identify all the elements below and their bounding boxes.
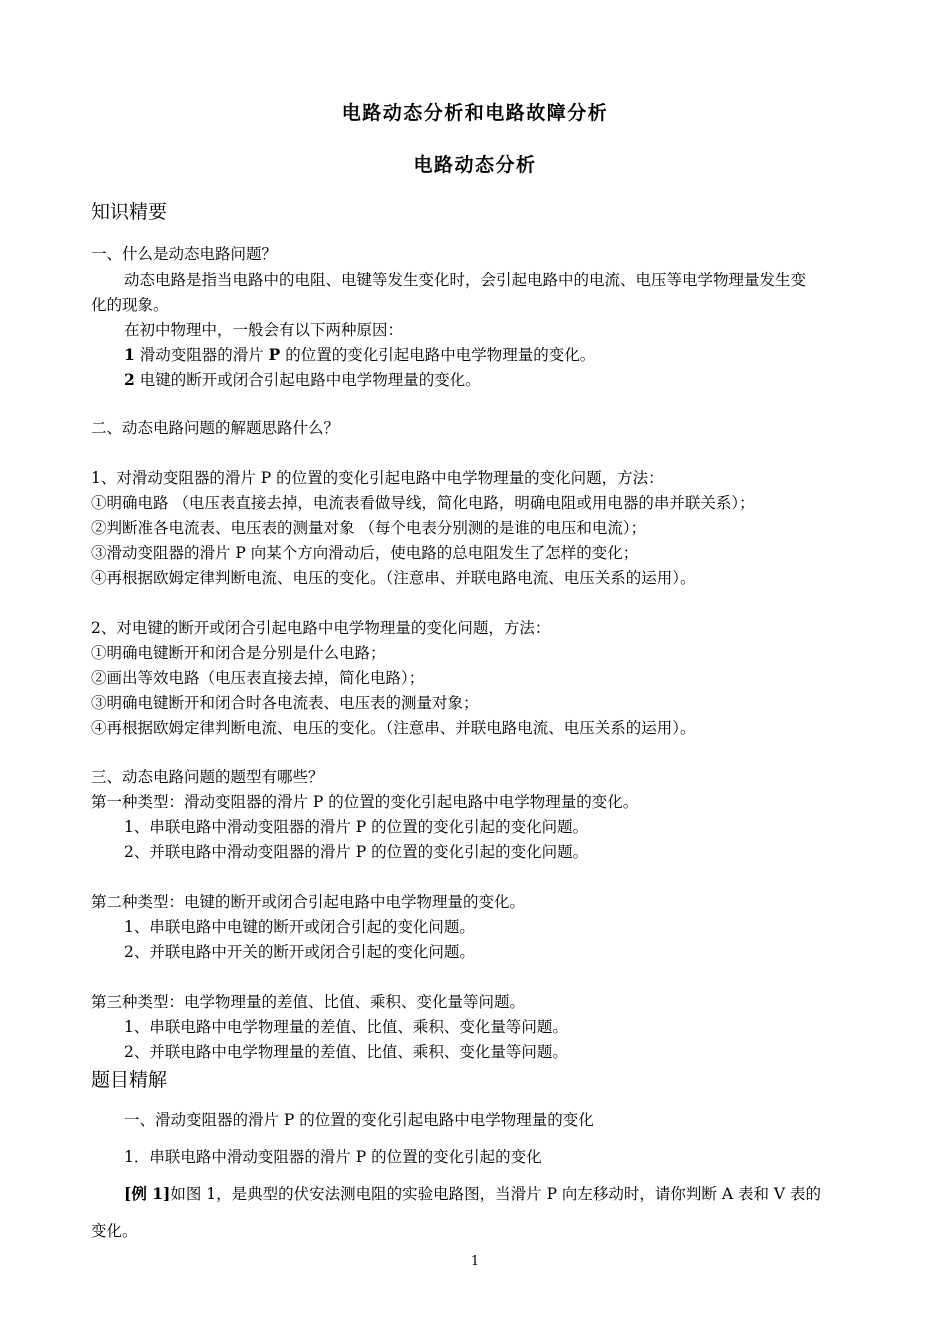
q1-item-1-text-b: 的位置的变化引起电路中电学物理量的变化。 bbox=[280, 346, 596, 364]
solution-heading: 一、滑动变阻器的滑片 P 的位置的变化引起电路中电学物理量的变化 bbox=[124, 1111, 594, 1129]
document-subtitle: 电路动态分析 bbox=[413, 154, 537, 176]
type2-item2: 2、并联电路中开关的断开或闭合引起的变化问题。 bbox=[124, 943, 475, 961]
section-heading-knowledge: 知识精要 bbox=[91, 201, 168, 223]
method2-heading: 2、对电键的断开或闭合引起电路中电学物理量的变化问题，方法： bbox=[91, 619, 551, 637]
method1-step4: ④再根据欧姆定律判断电流、电压的变化。（注意串、并联电路电流、电压关系的运用）。 bbox=[91, 569, 696, 587]
q1-item-2-text: 电键的断开或闭合引起电路中电学物理量的变化。 bbox=[134, 371, 481, 389]
q3-heading: 三、动态电路问题的题型有哪些？ bbox=[91, 768, 324, 786]
page-number: 1 bbox=[470, 1254, 480, 1269]
type1-item1: 1、串联电路中滑动变阻器的滑片 P 的位置的变化引起的变化问题。 bbox=[124, 818, 589, 836]
example1-line1 bbox=[124, 1184, 821, 1204]
q1-item-2-number: 2 bbox=[124, 370, 135, 389]
type3-item1: 1、串联电路中电学物理量的差值、比值、乘积、变化量等问题。 bbox=[124, 1018, 568, 1036]
q1-item-1-p: P bbox=[268, 345, 281, 364]
example1-line2: 变化。 bbox=[91, 1222, 138, 1240]
type3-heading: 第三种类型：电学物理量的差值、比值、乘积、变化量等问题。 bbox=[91, 993, 526, 1011]
q1-item-1-text-a: 滑动变阻器的滑片 bbox=[134, 346, 269, 364]
q2-heading: 二、动态电路问题的解题思路什么？ bbox=[91, 419, 340, 437]
example1-label: [例 1] bbox=[124, 1184, 171, 1203]
method1-heading: 1、对滑动变阻器的滑片 P 的位置的变化引起电路中电学物理量的变化问题，方法： bbox=[91, 469, 664, 487]
q1-paragraph2: 在初中物理中，一般会有以下两种原因： bbox=[124, 321, 404, 339]
method2-step2: ②画出等效电路（电压表直接去掉，简化电路）； bbox=[91, 669, 425, 687]
q1-item-2 bbox=[124, 370, 481, 390]
type2-item1: 1、串联电路中电键的断开或闭合引起的变化问题。 bbox=[124, 918, 475, 936]
q1-item-1-number: 1 bbox=[124, 345, 135, 364]
q1-paragraph-line1: 动态电路是指当电路中的电阻、电键等发生变化时，会引起电路中的电流、电压等电学物理量发生变 bbox=[124, 271, 807, 289]
type1-heading: 第一种类型：滑动变阻器的滑片 P 的位置的变化引起电路中电学物理量的变化。 bbox=[91, 793, 639, 811]
example1-text-line1: 如图 1，是典型的伏安法测电阻的实验电路图，当滑片 P 向左移动时，请你判断 A 表和 V 表的 bbox=[170, 1185, 822, 1203]
section-heading-solutions: 题目精解 bbox=[91, 1069, 168, 1091]
method2-step3: ③明确电键断开和闭合时各电流表、电压表的测量对象； bbox=[91, 694, 479, 712]
q1-heading: 一、什么是动态电路问题？ bbox=[91, 245, 278, 263]
type2-heading: 第二种类型：电键的断开或闭合引起电路中电学物理量的变化。 bbox=[91, 893, 526, 911]
q1-item-1 bbox=[124, 345, 595, 365]
method1-step2: ②判断准各电流表、电压表的测量对象 （每个电表分别测的是谁的电压和电流）； bbox=[91, 519, 647, 537]
type1-item2: 2、并联电路中滑动变阻器的滑片 P 的位置的变化引起的变化问题。 bbox=[124, 843, 589, 861]
method1-step3: ③滑动变阻器的滑片 P 向某个方向滑动后，使电路的总电阻发生了怎样的变化； bbox=[91, 544, 639, 562]
method2-step4: ④再根据欧姆定律判断电流、电压的变化。（注意串、并联电路电流、电压关系的运用）。 bbox=[91, 719, 696, 737]
solution-subheading: 1．串联电路中滑动变阻器的滑片 P 的位置的变化引起的变化 bbox=[124, 1148, 542, 1166]
q1-paragraph-line2: 化的现象。 bbox=[91, 296, 169, 314]
type3-item2: 2、并联电路中电学物理量的差值、比值、乘积、变化量等问题。 bbox=[124, 1043, 568, 1061]
method1-step1: ①明确电路 （电压表直接去掉，电流表看做导线，简化电路，明确电阻或用电器的串并联关系）； bbox=[91, 494, 755, 512]
document-title: 电路动态分析和电路故障分析 bbox=[341, 102, 609, 124]
method2-step1: ①明确电键断开和闭合是分别是什么电路； bbox=[91, 644, 386, 662]
